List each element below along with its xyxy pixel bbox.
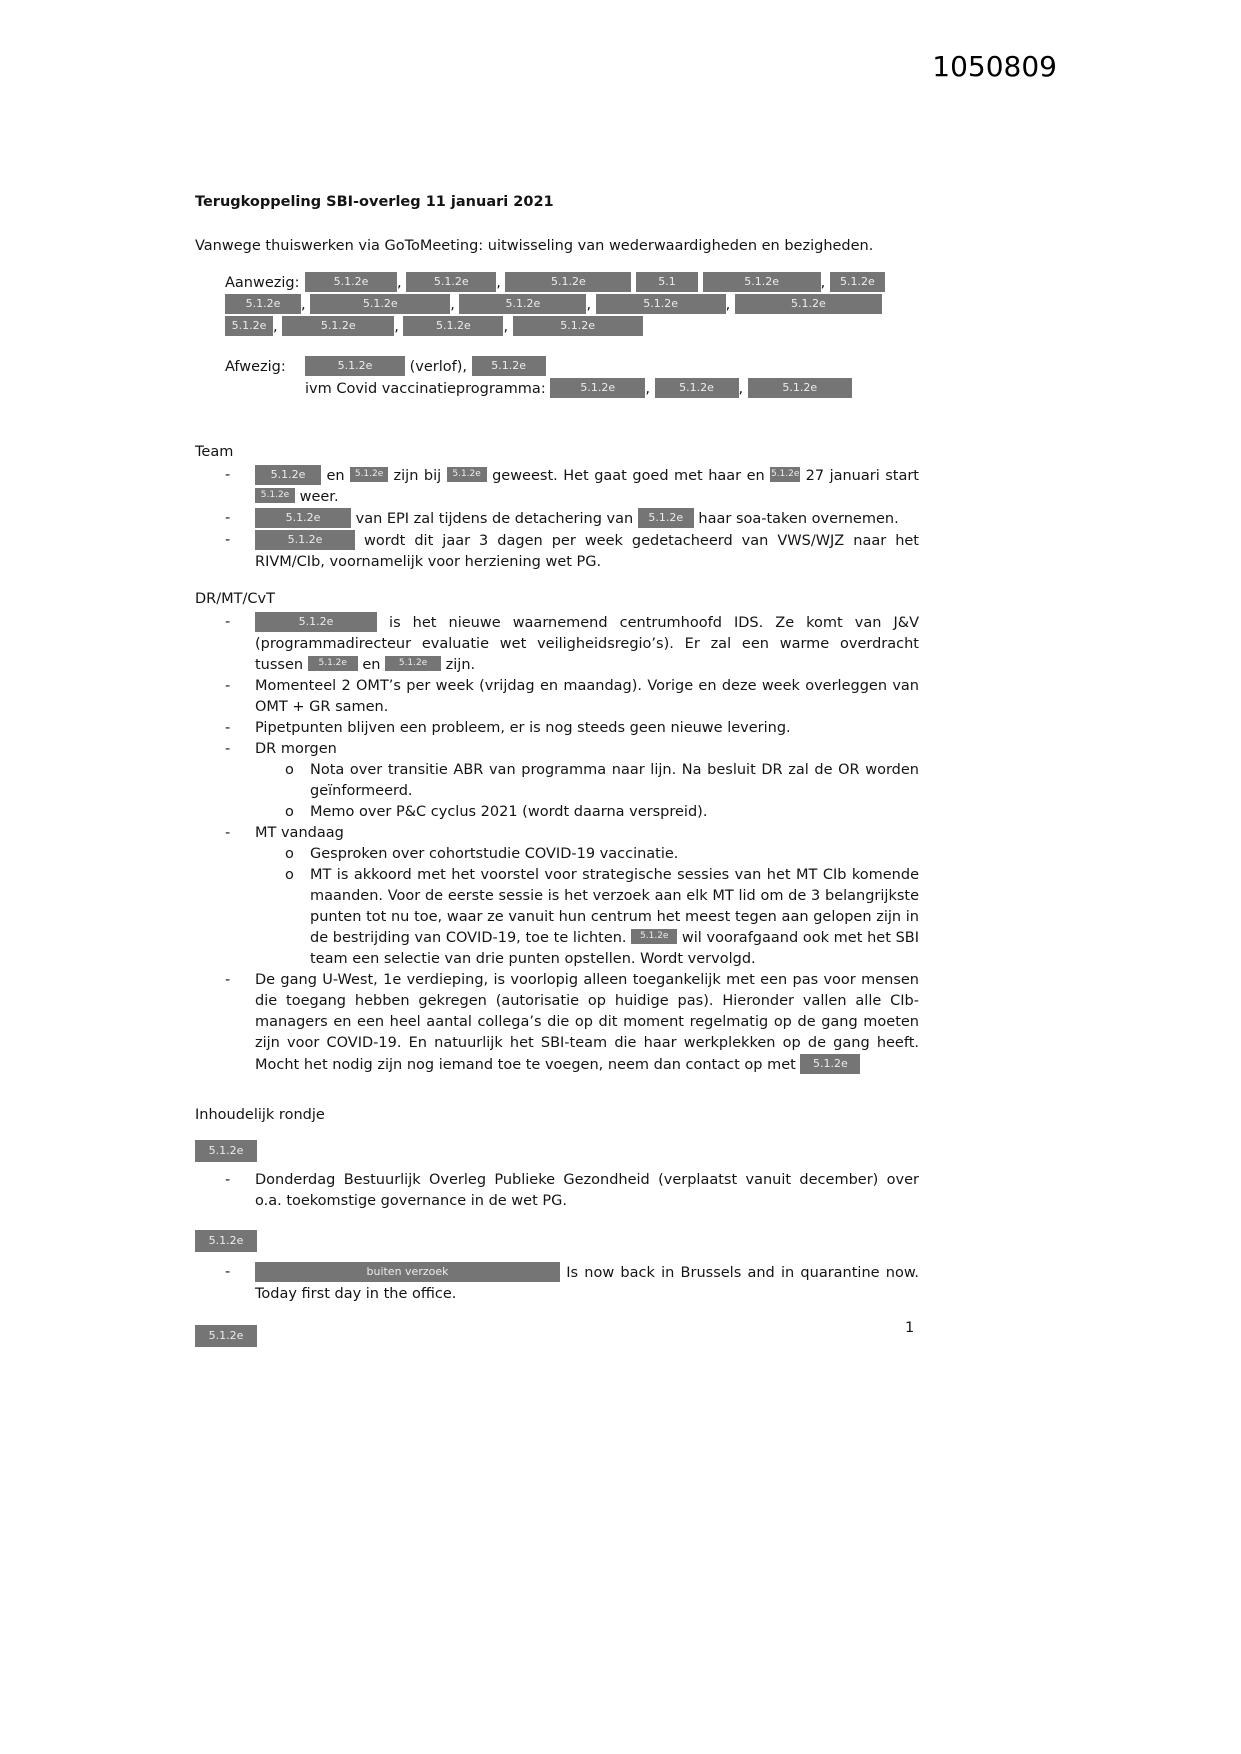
sub-list-item [285,844,919,865]
sub-bullet-marker: o [285,846,294,862]
absent-list [225,356,919,400]
redaction-box: 5.1.2e [770,467,800,482]
redaction-box: 5.1.2e [505,272,631,292]
redaction-box: 5.1.2e [195,1325,257,1347]
list-item-text: Donderdag Bestuurlijk Overleg Publieke Gezondheid (verplaatst vanuit december) over o.a. toekomstige governance in de wet PG. [255,1172,919,1209]
bullet-marker: - [225,1264,231,1280]
bullet-marker: - [225,972,231,988]
list-item [225,612,919,676]
list-item-text: Momenteel 2 OMT’s per week (vrijdag en maandag). Vorige en deze week overleggen van OMT + GR samen. [255,678,919,715]
redaction-box: 5.1.2e [459,294,586,314]
redaction-box: 5.1 [636,272,698,292]
bullet-marker: - [225,720,231,736]
section-dr-heading: DR/MT/CvT [195,591,275,607]
sub-bullet-marker: o [285,762,294,778]
redaction-box: 5.1.2e [513,316,643,336]
redaction-box: 5.1.2e [406,272,496,292]
list-item [225,718,919,739]
list-item-text: 5.1.2e is het nieuwe waarnemend centrumhoofd IDS. Ze komt van J&V (programmadirecteur evaluatie wet veiligheidsregio’s). Er zal een warme overdracht tussen 5.1.2e en 5.1.2e zijn. [255,612,919,676]
redaction-box: 5.1.2e [638,508,694,528]
sub-list-item [285,802,919,823]
present-row [225,272,919,294]
document-body [195,192,919,1349]
present-list [225,272,919,338]
redaction-box: 5.1.2e [255,612,377,632]
redaction-box: 5.1.2e [472,356,546,376]
redaction-box: 5.1.2e [550,378,645,398]
redaction-box: 5.1.2e [305,356,405,376]
redaction-box: 5.1.2e [195,1230,257,1252]
list-item [225,823,919,844]
bullet-marker: - [225,532,231,548]
redaction-box: 5.1.2e [830,272,885,292]
present-names: 5.1.2e , 5.1.2e , 5.1.2e 5.1 5.1.2e , 5.1.2e [305,275,885,291]
list-item [225,465,919,508]
list-item [225,1262,919,1305]
redaction-box: 5.1.2e [735,294,882,314]
bullet-marker: - [225,678,231,694]
present-label: Aanwezig: [225,275,300,291]
list-item-text: 5.1.2e van EPI zal tijdens de detachering van 5.1.2e haar soa-taken overnemen. [255,508,919,530]
sub-bullet-marker: o [285,867,294,883]
redaction-box: 5.1.2e [225,316,273,336]
page-number: 1 [905,1320,915,1336]
present-row: 5.1.2e , 5.1.2e , 5.1.2e , 5.1.2e , 5.1.2e [225,294,919,316]
sub-list-item [285,760,919,802]
sub-list-item-text: Gesproken over cohortstudie COVID-19 vaccinatie. [310,846,679,862]
redaction-box: 5.1.2e [800,1054,860,1074]
redaction-box: 5.1.2e [310,294,450,314]
document-title: Terugkoppeling SBI-overleg 11 januari 2021 [195,194,554,210]
standalone-redaction [195,1325,919,1349]
redaction-box: 5.1.2e [350,467,388,482]
standalone-redaction [195,1230,919,1254]
redaction-box: 5.1.2e [596,294,726,314]
redaction-box: 5.1.2e [225,294,301,314]
list-item-text: buiten verzoek Is now back in Brussels and in quarantine now. Today first day in the office. [255,1262,919,1305]
sub-list-item [285,865,919,970]
document-id: 1050809 [932,50,1057,83]
redaction-box: 5.1.2e [385,656,441,671]
list-item-text: MT vandaag [255,825,344,841]
list-item-text: 5.1.2e wordt dit jaar 3 dagen per week gedetacheerd van VWS/WJZ naar het RIVM/CIb, voornamelijk voor herziening wet PG. [255,530,919,573]
list-item [225,970,919,1076]
absent-label: Afwezig: [225,359,286,375]
list-item-text: Pipetpunten blijven een probleem, er is nog steeds geen nieuwe levering. [255,720,791,736]
redaction-box: 5.1.2e [255,508,351,528]
section-team [195,442,919,573]
present-row: 5.1.2e , 5.1.2e , 5.1.2e , 5.1.2e [225,316,919,338]
redaction-box: buiten verzoek [255,1262,560,1282]
list-item-text: 5.1.2e en 5.1.2e zijn bij 5.1.2e geweest. Het gaat goed met haar en 5.1.2e 27 januari start 5.1.2e weer. [255,465,919,508]
redaction-box: 5.1.2e [655,378,739,398]
redaction-box: 5.1.2e [255,488,295,503]
redaction-box: 5.1.2e [195,1140,257,1162]
list-item-text: De gang U-West, 1e verdieping, is voorlopig alleen toegankelijk met een pas voor mensen die toegang hebben gekregen (autorisatie op huidige pas). Hieronder vallen alle CIb-managers en een heel aantal collega’s die op dit moment regelmatig op de gang moeten zijn voor COVID-19. En natuurlijk het SBI-team die haar werkplekken op de gang heeft. Mocht het nodig zijn nog iemand toe te voegen, neem dan contact op met 5.1.2e [255,972,919,1073]
section-rondje-heading: Inhoudelijk rondje [195,1107,325,1123]
list-item [225,508,919,530]
sub-list-item-text: MT is akkoord met het voorstel voor strategische sessies van het MT CIb komende maanden. Voor de eerste sessie is het verzoek aan elk MT lid om de 3 belangrijkste punten tot nu toe, waar ze vanuit hun centrum het meest tegen aan gelopen zijn in de bestrijding van COVID-19, toe te lichten. 5.1.2e wil voorafgaand ook met het SBI team een selectie van drie punten opstellen. Wordt vervolgd. [310,867,919,967]
absent-names: 5.1.2e (verlof), 5.1.2e [305,359,546,375]
redaction-box: 5.1.2e [748,378,852,398]
redaction-box: 5.1.2e [282,316,394,336]
bullet-marker: - [225,614,231,630]
list-item [225,530,919,573]
bullet-marker: - [225,741,231,757]
section-inhoudelijk-rondje [195,1105,919,1349]
bullet-marker: - [225,467,231,483]
list-item [225,676,919,718]
section-team-heading: Team [195,444,234,460]
absent-row-vaccination: ivm Covid vaccinatieprogramma: 5.1.2e , 5.1.2e , 5.1.2e [305,378,919,400]
redaction-box: 5.1.2e [308,656,358,671]
redaction-box: 5.1.2e [703,272,821,292]
list-item [225,739,919,760]
bullet-marker: - [225,825,231,841]
redaction-box: 5.1.2e [403,316,503,336]
bullet-marker: - [225,1172,231,1188]
redaction-box: 5.1.2e [255,465,321,485]
absent-row [225,356,919,378]
sub-bullet-marker: o [285,804,294,820]
redaction-box: 5.1.2e [305,272,397,292]
redaction-box: 5.1.2e [255,530,355,550]
sub-list-item-text: Nota over transitie ABR van programma naar lijn. Na besluit DR zal de OR worden geïnformeerd. [310,762,919,799]
list-item [225,1170,919,1212]
intro-paragraph: Vanwege thuiswerken via GoToMeeting: uitwisseling van wederwaardigheden en bezigheden. [195,238,874,254]
bullet-marker: - [225,510,231,526]
redaction-box: 5.1.2e [631,929,677,944]
standalone-redaction [195,1140,919,1164]
list-item-text: DR morgen [255,741,337,757]
sub-list-item-text: Memo over P&C cyclus 2021 (wordt daarna verspreid). [310,804,708,820]
section-dr-mt-cvt [195,589,919,1076]
redaction-box: 5.1.2e [447,467,487,482]
